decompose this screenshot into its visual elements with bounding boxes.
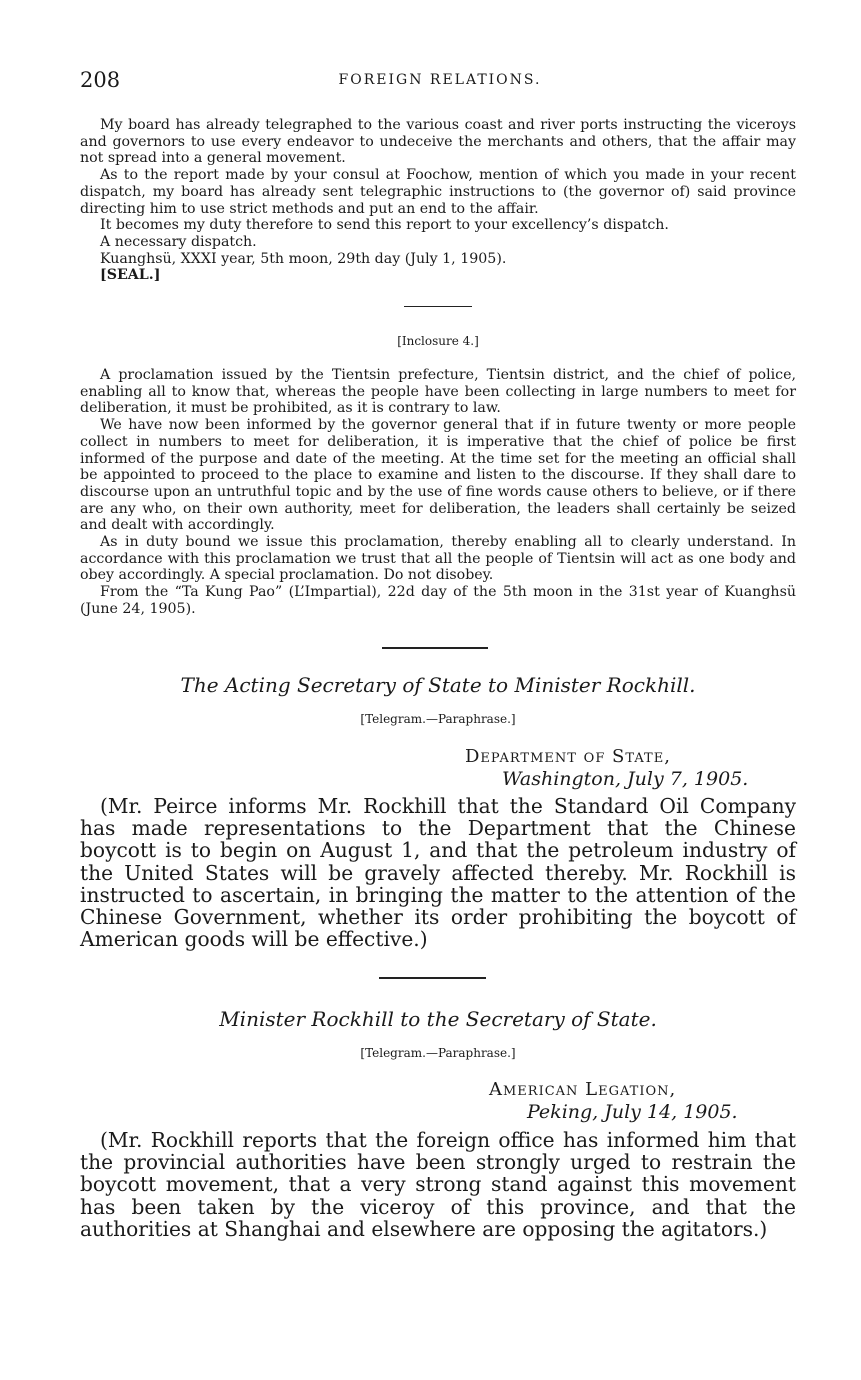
page-number: 208 xyxy=(80,68,121,92)
proclamation-paragraph-1: A proclamation issued by the Tientsin prefecture, Tientsin district, and the chief of police, enabling all to know that, whereas the people have been collecting in large numbers to meet for deliberation, it must be prohibited, as it is contrary to law. xyxy=(80,367,796,417)
letter-closing-date: Kuanghsü, XXXI year, 5th moon, 29th day (July 1, 1905). xyxy=(100,250,507,267)
section2-heading: Minister Rockhill to the Secretary of State. xyxy=(219,1007,657,1031)
section2-date: Peking, July 14, 1905. xyxy=(527,1101,738,1123)
proclamation-paragraph-2: We have now been informed by the governor general that if in future twenty or more people collect in numbers to meet for deliberation, it is imperative that the chief of police be first informed of the purpose and date of the meeting. At the time set for the meeting an official shall be appointed to proceed to the place to examine and listen to the discourse. If they shall dare to discourse upon an untruthful topic and by the use of fine words cause others to believe, or if there are any who, on their own authority, meet for deliberation, the leaders shall certainly be seized and dealt with accordingly. xyxy=(80,417,796,534)
section1-body: (Mr. Peirce informs Mr. Rockhill that the Standard Oil Company has made representations to the Department that the Chinese boycott is to begin on August 1, and that the petroleum industry of the United States will be gravely affected thereby. Mr. Rockhill is instructed to ascertain, in bringing the matter to the attention of the Chinese Government, whether its order prohibiting the boycott of American goods will be effective.) xyxy=(80,794,796,952)
section2-body-block xyxy=(80,1129,796,1240)
running-title: FOREIGN RELATIONS. xyxy=(338,72,542,88)
section1-place: Department of State, xyxy=(465,746,671,767)
section1-date: Washington, July 7, 1905. xyxy=(502,768,749,790)
letter-block xyxy=(80,117,796,284)
section2-body: (Mr. Rockhill reports that the foreign office has informed him that the provincial authorities have been strongly urged to restrain the boycott movement, that a very strong stand against this movement has been taken by the viceroy of this province, and that the authorities at Shanghai and elsewhere are opposing the agitators.) xyxy=(80,1128,796,1241)
proclamation-paragraph-4: From the “Ta Kung Pao” (L’Impartial), 22d day of the 5th moon in the 31st year of Kuanghsü (June 24, 1905). xyxy=(80,584,796,617)
section2-subheading: [Telegram.—Paraphrase.] xyxy=(360,1046,516,1060)
letter-paragraph-2: As to the report made by your consul at Foochow, mention of which you made in your recent dispatch, my board has already sent telegraphic instructions to (the governor of) said province directing him to use strict methods and put an end to the affair. xyxy=(80,167,796,217)
letter-paragraph-3: It becomes my duty therefore to send this report to your excellency’s dispatch. xyxy=(100,217,669,234)
section-divider xyxy=(379,977,486,979)
proclamation-paragraph-3: As in duty bound we issue this proclamation, thereby enabling all to clearly understand. In accordance with this proclamation we trust that all the people of Tientsin will act as one body and obey accordingly. A special proclamation. Do not disobey. xyxy=(80,534,796,584)
section-divider xyxy=(382,647,488,649)
seal-mark: [SEAL.] xyxy=(100,267,161,284)
section1-heading: The Acting Secretary of State to Minister Rockhill. xyxy=(180,673,696,697)
divider-short xyxy=(404,306,472,307)
page-header xyxy=(80,68,800,96)
letter-paragraph-1: My board has already telegraphed to the various coast and river ports instructing the viceroys and governors to use every endeavor to undeceive the merchants and others, that the affair may not spread into a general movement. xyxy=(80,117,796,167)
letter-closing-dispatch: A necessary dispatch. xyxy=(100,233,257,250)
inclosure-label: [Inclosure 4.] xyxy=(397,334,479,348)
section1-subheading: [Telegram.—Paraphrase.] xyxy=(360,712,516,726)
section1-body-block xyxy=(80,795,796,950)
section2-place: American Legation, xyxy=(489,1079,677,1100)
proclamation-block xyxy=(80,367,796,618)
